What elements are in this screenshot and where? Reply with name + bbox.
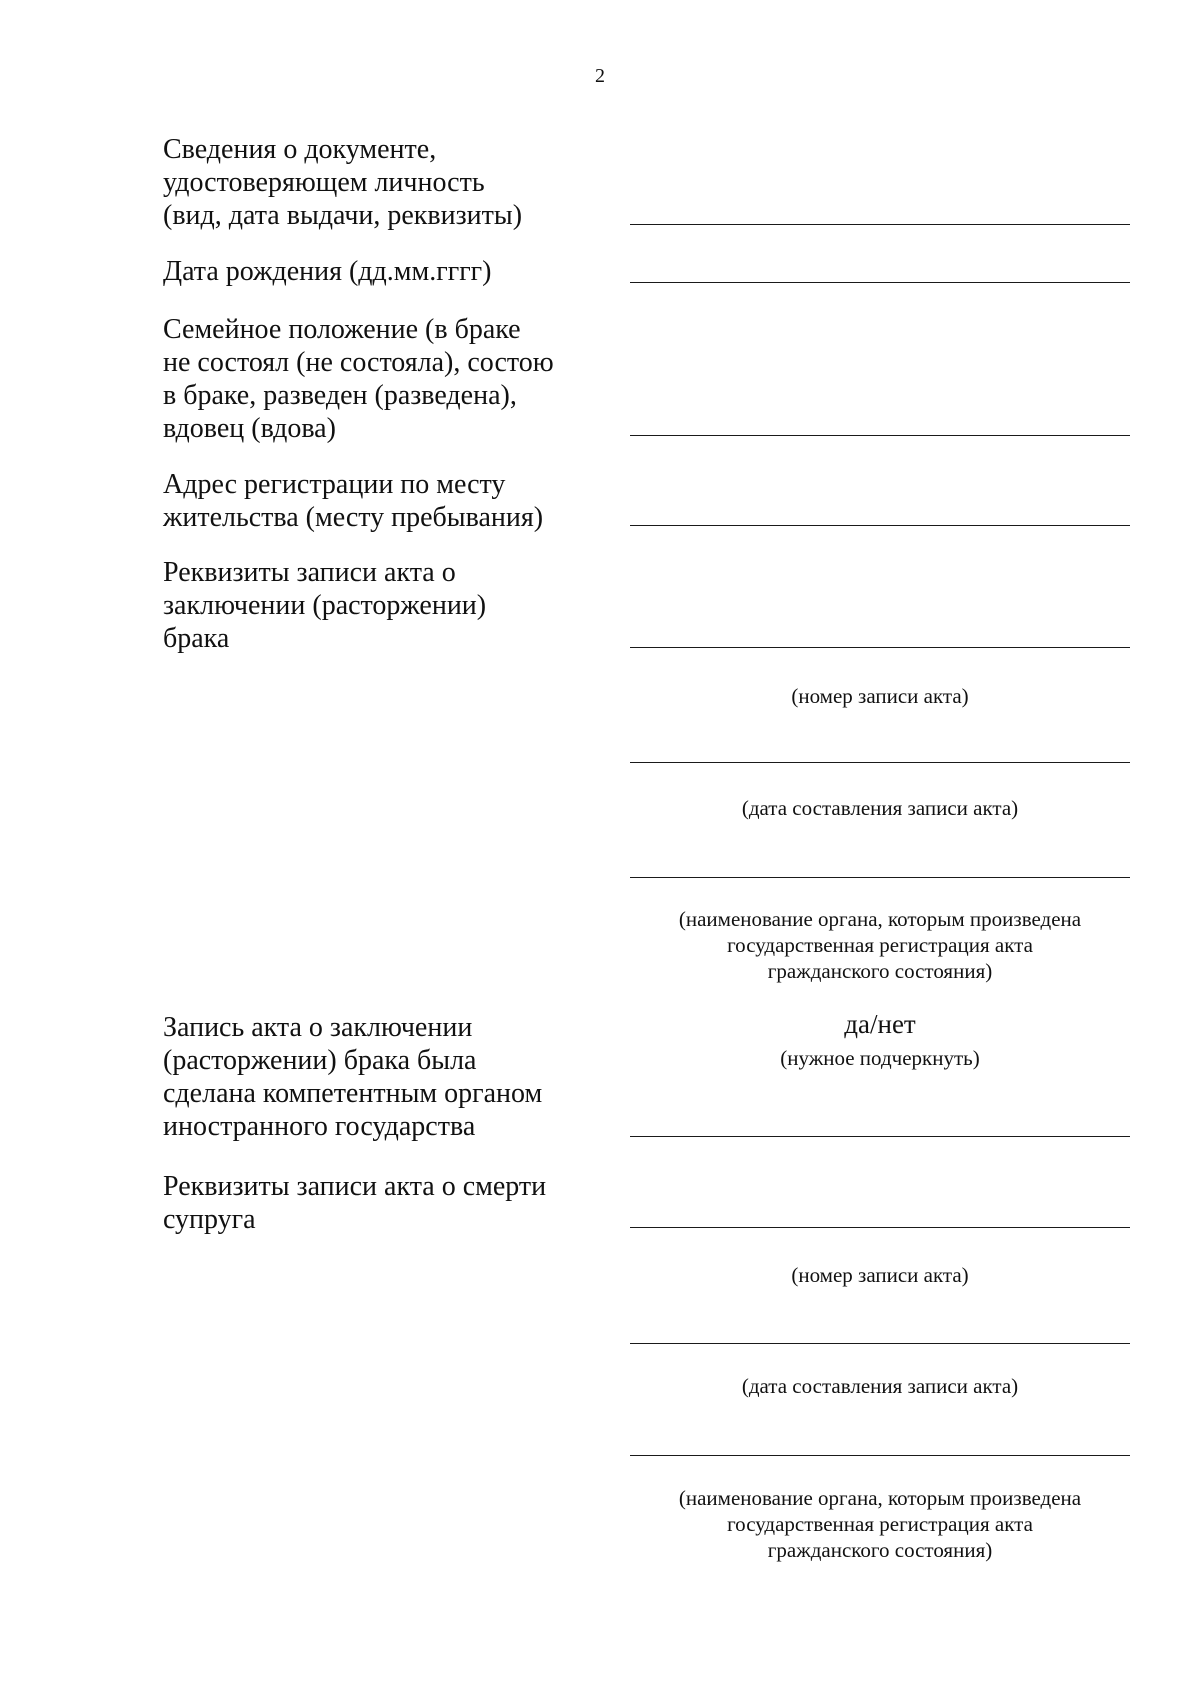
marriage-record-number-caption: (номер записи акта) (791, 684, 969, 708)
marriage-record-date-line[interactable] (630, 762, 1130, 763)
death-record-date-line[interactable] (630, 1343, 1130, 1344)
identity-document-label: Сведения о документе, удостоверяющем личность (вид, дата выдачи, реквизиты) (163, 134, 523, 231)
death-registry-office-caption: (наименование органа, которым произведена государственная регистрация акта гражданского состояния) (678, 1486, 1082, 1562)
underline-needed-caption: (нужное подчеркнуть) (780, 1046, 980, 1070)
marital-status-label: Семейное положение (в браке не состоял (не состояла), состою в браке, разведен (разведена), вдовец (вдова) (163, 314, 554, 444)
death-record-label: Реквизиты записи акта о смерти супруга (163, 1171, 547, 1235)
registration-address-label: Адрес регистрации по месту жительства (месту пребывания) (163, 469, 544, 533)
identity-document-line[interactable] (630, 224, 1130, 225)
death-record-number-line[interactable] (630, 1227, 1130, 1228)
registration-address-line[interactable] (630, 525, 1130, 526)
death-record-date-caption: (дата составления записи акта) (741, 1374, 1019, 1398)
yes-no-option[interactable]: да/нет (844, 1009, 916, 1039)
marriage-record-number-line[interactable] (630, 647, 1130, 648)
birth-date-label: Дата рождения (дд.мм.гггг) (163, 256, 492, 287)
foreign-record-label: Запись акта о заключении (расторжении) брака была сделана компетентным органом иностранного государства (163, 1012, 543, 1142)
birth-date-line[interactable] (630, 282, 1130, 283)
marriage-registry-office-caption: (наименование органа, которым произведена государственная регистрация акта гражданского состояния) (678, 907, 1082, 983)
marriage-record-date-caption: (дата составления записи акта) (741, 796, 1019, 820)
marriage-registry-office-line[interactable] (630, 877, 1130, 878)
foreign-record-line[interactable] (630, 1136, 1130, 1137)
death-record-number-caption: (номер записи акта) (791, 1263, 969, 1287)
page-number: 2 (595, 65, 605, 87)
death-registry-office-line[interactable] (630, 1455, 1130, 1456)
marriage-record-label: Реквизиты записи акта о заключении (расторжении) брака (163, 557, 487, 654)
marital-status-line[interactable] (630, 435, 1130, 436)
